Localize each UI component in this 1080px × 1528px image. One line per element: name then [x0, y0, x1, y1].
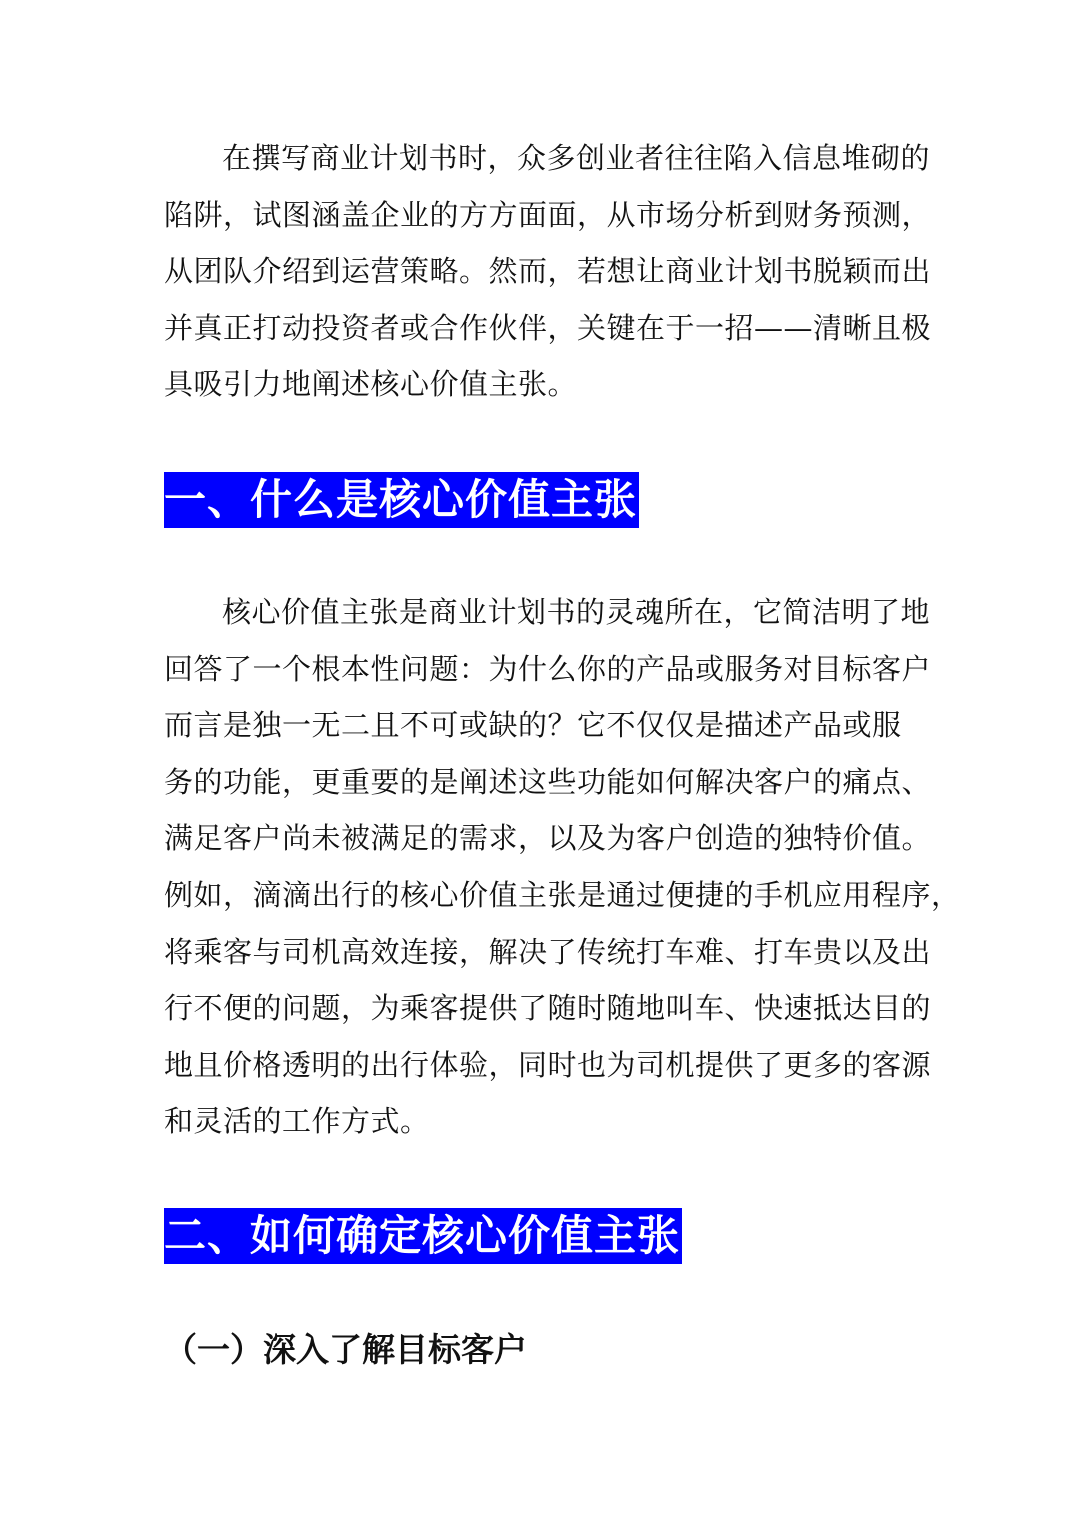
section2-heading: 二、如何确定核心价值主张: [164, 1208, 682, 1264]
section1-line: 将乘客与司机高效连接，解决了传统打车难、打车贵以及出: [164, 934, 932, 969]
section1-line: 回答了一个根本性问题：为什么你的产品或服务对目标客户: [164, 651, 932, 686]
intro-line: 在撰写商业计划书时，众多创业者往往陷入信息堆砌的: [222, 141, 931, 175]
section1-line: 务的功能，更重要的是阐述这些功能如何解决客户的痛点、: [164, 764, 932, 799]
intro-line: 陷阱，试图涵盖企业的方方面面，从市场分析到财务预测，: [164, 197, 932, 232]
intro-line: 具吸引力地阐述核心价值主张。: [164, 367, 578, 402]
section2-subheading: （一）深入了解目标客户: [164, 1330, 527, 1369]
section1-line: 核心价值主张是商业计划书的灵魂所在，它简洁明了地: [222, 595, 931, 629]
section1-paragraph: [164, 584, 961, 1150]
section1-heading: 一、什么是核心价值主张: [164, 472, 639, 528]
section1-line: 行不便的问题，为乘客提供了随时随地叫车、快速抵达目的: [164, 991, 932, 1026]
intro-line: 从团队介绍到运营策略。然而，若想让商业计划书脱颖而出: [164, 254, 932, 289]
section1-line: 和灵活的工作方式。: [164, 1104, 430, 1139]
section1-line: 例如，滴滴出行的核心价值主张是通过便捷的手机应用程序，: [164, 877, 961, 912]
intro-paragraph: [164, 130, 932, 413]
section1-line: 满足客户尚未被满足的需求，以及为客户创造的独特价值。: [164, 821, 932, 856]
section1-line: 而言是独一无二且不可或缺的？它不仅仅是描述产品或服: [164, 708, 902, 743]
intro-line: 并真正打动投资者或合作伙伴，关键在于一招——清晰且极: [164, 310, 932, 345]
section1-line: 地且价格透明的出行体验，同时也为司机提供了更多的客源: [164, 1047, 932, 1082]
